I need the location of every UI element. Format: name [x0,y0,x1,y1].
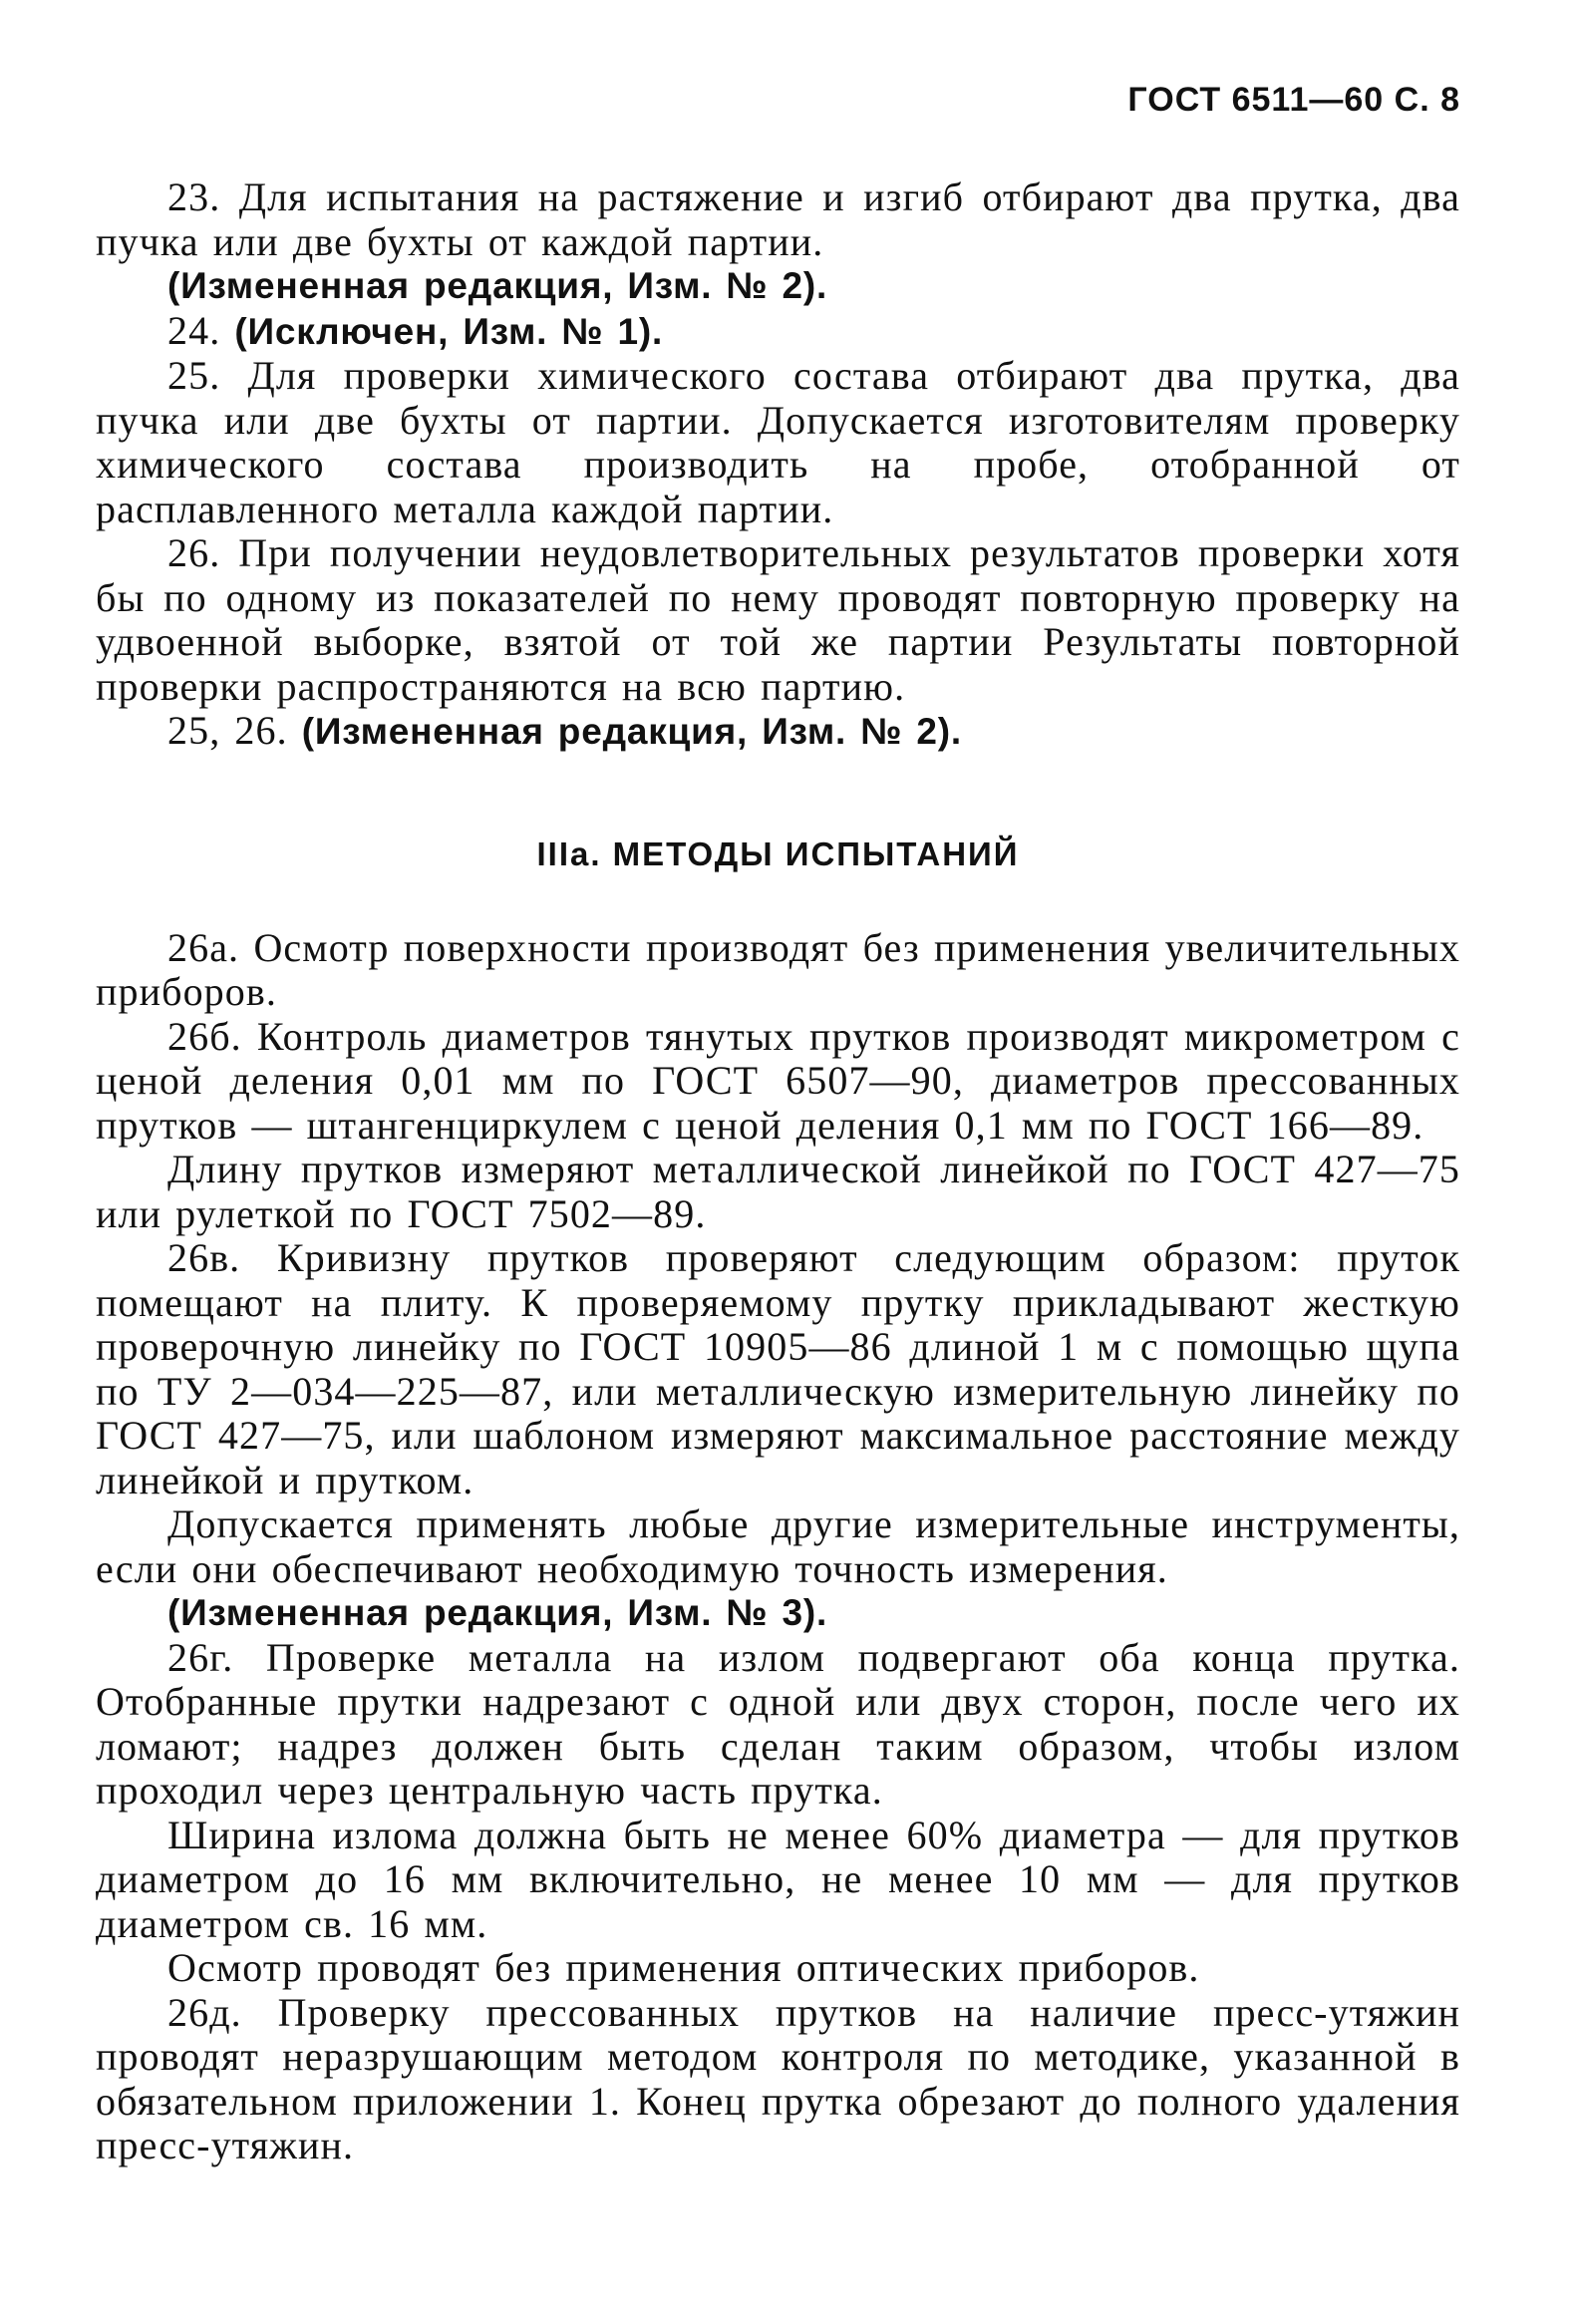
paragraph-26d: 26д. Проверку прессованных прутков на наличие пресс-утяжин проводят неразрушающим методом контроля по методике, указанной в обязательном приложении 1. Конец прутка обрезают до полного удаления пресс-утяжин. [96,1989,1460,2167]
paragraph-26a: 26а. Осмотр поверхности производят без применения увеличительных приборов. [96,924,1460,1014]
paragraph-26g-inspection: Осмотр проводят без применения оптических приборов. [167,1945,1200,1990]
paragraph-25: 25. Для проверки химического состава отбирают два прутка, два пучка или две бухты от партии. Допускается изготовителям проверку химического состава производить на пробе, отобранной от расплавленного металла каждой партии. [96,353,1460,531]
paragraph-24-text: (Исключен, Изм. № 1). [234,310,664,352]
amendment-note-25-26 [96,709,1460,755]
paragraph-24-number: 24. [167,307,221,353]
paragraph-26g: 26г. Проверке металла на излом подвергают оба конца прутка. Отобранные прутки надрезают с одной или двух сторон, после чего их ломают; надрез должен быть сделан таким образом, чтобы излом проходил через центральную часть прутка. [96,1634,1460,1813]
section-heading-test-methods: IIIa. МЕТОДЫ ИСПЫТАНИЙ [536,834,1020,872]
paragraph-24 [96,309,1460,355]
paragraph-26b-length: Длину прутков измеряют металлической линейкой по ГОСТ 427—75 или рулеткой по ГОСТ 7502—89. [96,1147,1460,1236]
paragraph-26: 26. При получении неудовлетворительных результатов проверки хотя бы по одному из показателей по нему проводят повторную проверку на удвоенной выборке, взятой от той же партии Результаты повторной проверки распространяются на всю партию. [96,530,1460,709]
running-header: ГОСТ 6511—60 С. 8 [1127,81,1460,119]
amendment-note-23: (Измененная редакция, Изм. № 2). [167,265,828,306]
paragraph-26v: 26в. Кривизну прутков проверяют следующим образом: пруток помещают на плиту. К проверяемому прутку прикладывают жесткую проверочную линейку по ГОСТ 10905—86 длиной 1 м с помощью щупа по ТУ 2—034—225—87, или металлическую измерительную линейку по ГОСТ 427—75, или шаблоном измеряют максимальное расстояние между линейкой и прутком. [96,1235,1460,1502]
paragraph-26v-instruments: Допускается применять любые другие измерительные инструменты, если они обеспечивают необходимую точность измерения. [96,1501,1460,1591]
paragraph-23: 23. Для испытания на растяжение и изгиб отбирают два прутка, два пучка или две бухты от каждой партии. [96,174,1460,264]
paragraph-26b: 26б. Контроль диаметров тянутых прутков производят микрометром с ценой деления 0,01 мм по ГОСТ 6507—90, диаметров прессованных прутков — штангенциркулем с ценой деления 0,1 мм по ГОСТ 166—89. [96,1013,1460,1148]
amendment-note-25-26-number: 25, 26. [167,708,288,753]
amendment-note-25-26-text: (Измененная редакция, Изм. № 2). [301,711,962,752]
amendment-note-26v: (Измененная редакция, Изм. № 3). [167,1592,828,1633]
paragraph-26g-width: Ширина излома должна быть не менее 60% диаметра — для прутков диаметром до 16 мм включительно, не менее 10 мм — для прутков диаметром св. 16 мм. [96,1812,1460,1946]
